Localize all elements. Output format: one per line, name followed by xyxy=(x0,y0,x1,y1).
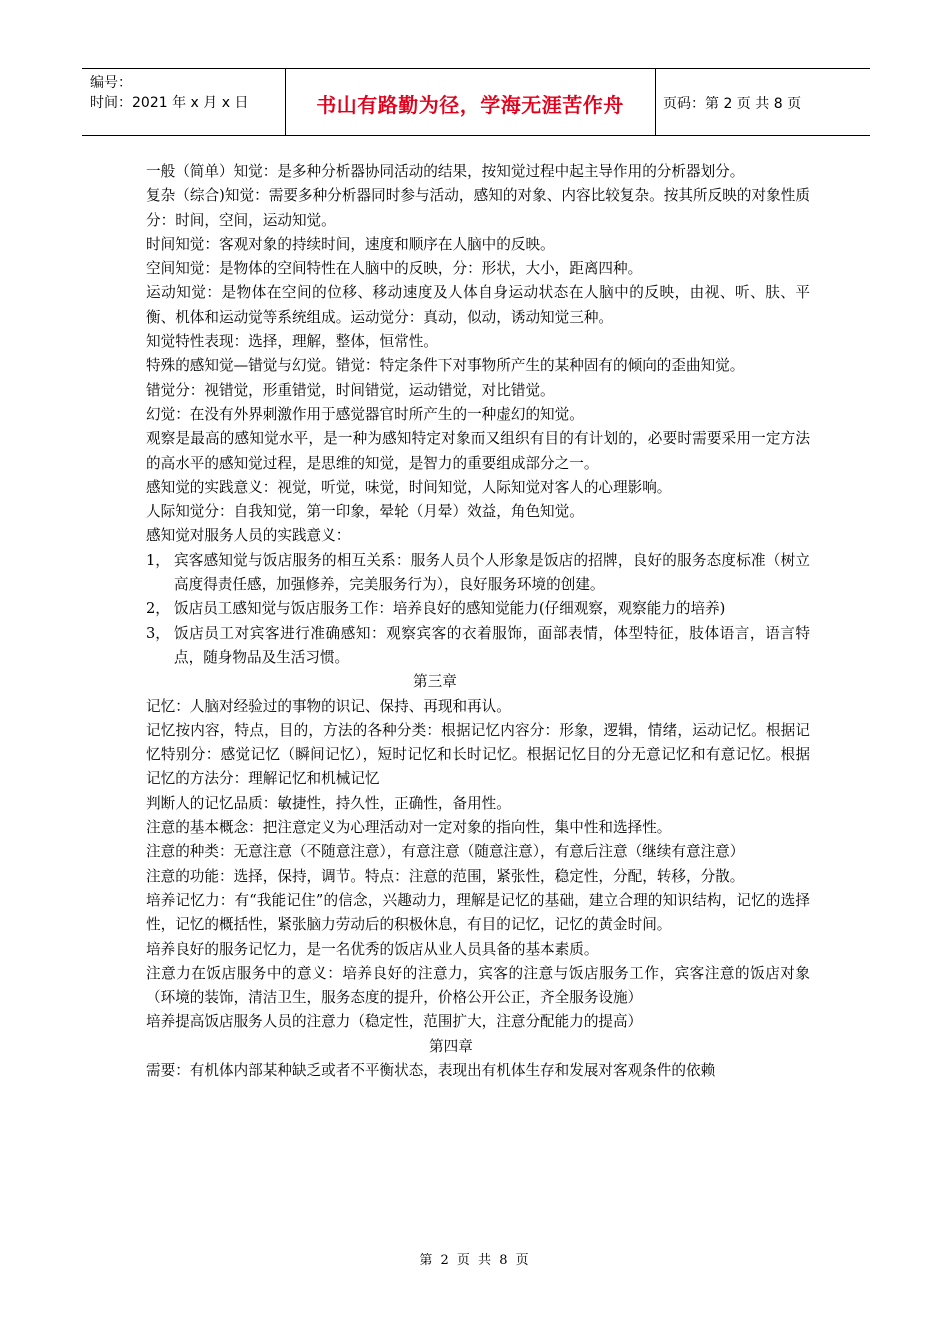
numbered-item xyxy=(146,549,810,598)
item-number: 2， xyxy=(146,600,170,618)
paragraph: 观察是最高的感知觉水平，是一种为感知特定对象而又组织有目的有计划的，必要时需要采用一定方法的高水平的感知觉过程，是思维的知觉，是智力的重要组成部分之一。 xyxy=(146,430,810,472)
item-number: 1， xyxy=(146,551,170,569)
paragraph: 注意的种类：无意注意（不随意注意），有意注意（随意注意），有意后注意（继续有意注意） xyxy=(146,843,745,861)
paragraph: 记忆：人脑对经验过的事物的识记、保持、再现和再认。 xyxy=(146,697,511,715)
paragraph: 培养良好的服务记忆力，是一名优秀的饭店从业人员具备的基本素质。 xyxy=(146,940,599,958)
paragraph: 需要：有机体内部某种缺乏或者不平衡状态，表现出有机体生存和发展对客观条件的依赖 xyxy=(146,1061,716,1079)
numbered-item xyxy=(146,597,810,621)
paragraph: 培养提高饭店服务人员的注意力（稳定性，范围扩大，注意分配能力的提高） xyxy=(146,1013,643,1031)
paragraph: 感知觉的实践意义：视觉，听觉，味觉，时间知觉，人际知觉对客人的心理影响。 xyxy=(146,478,672,496)
header-motto: 书山有路勤为径，学海无涯苦作舟 xyxy=(316,92,624,117)
document-number-label: 编号： xyxy=(90,75,132,91)
paragraph: 人际知觉分：自我知觉，第一印象，晕轮（月晕）效益，角色知觉。 xyxy=(146,503,584,521)
paragraph: 错觉分：视错觉，形重错觉，时间错觉，运动错觉，对比错觉。 xyxy=(146,381,555,399)
paragraph: 记忆按内容，特点，目的，方法的各种分类：根据记忆内容分：形象，逻辑，情绪，运动记忆。根据记忆特别分：感觉记忆（瞬间记忆），短时记忆和长时记忆。根据记忆目的分无意记忆和有意记忆。根据记忆的方法分：理解记忆和机械记忆 xyxy=(146,721,810,788)
header-divider xyxy=(655,69,656,135)
document-date-label: 时间：2021 年 x 月 x 日 xyxy=(90,95,249,111)
paragraph: 培养记忆力：有“我能记住”的信念，兴趣动力，理解是记忆的基础，建立合理的知识结构，记忆的选择性，记忆的概括性，紧张脑力劳动后的积极休息，有目的记忆，记忆的黄金时间。 xyxy=(146,891,810,934)
paragraph: 幻觉：在没有外界刺激作用于感觉器官时所产生的一种虚幻的知觉。 xyxy=(146,405,584,423)
chapter-heading: 第四章 xyxy=(429,1037,473,1055)
paragraph: 注意力在饭店服务中的意义：培养良好的注意力，宾客的注意与饭店服务工作，宾客注意的饭店对象（环境的装饰，清洁卫生，服务态度的提升，价格公开公正，齐全服务设施） xyxy=(146,964,810,1007)
paragraph: 时间知觉：客观对象的持续时间，速度和顺序在人脑中的反映。 xyxy=(146,235,555,253)
item-number: 3， xyxy=(146,624,170,642)
page-footer: 第 2 页 共 8 页 xyxy=(419,1253,531,1268)
document-body xyxy=(146,160,810,1083)
paragraph: 知觉特性表现：选择，理解，整体，恒常性。 xyxy=(146,333,438,351)
numbered-item xyxy=(146,622,810,671)
paragraph: 一般（简单）知觉：是多种分析器协同活动的结果，按知觉过程中起主导作用的分析器划分。 xyxy=(146,163,745,180)
paragraph: 判断人的记忆品质：敏捷性，持久性，正确性，备用性。 xyxy=(146,794,511,812)
header-page-number: 页码：第 2 页 共 8 页 xyxy=(663,96,802,112)
paragraph: 注意的功能：选择，保持，调节。特点：注意的范围，紧张性，稳定性，分配，转移，分散。 xyxy=(146,867,745,885)
page-header xyxy=(82,68,870,136)
paragraph: 特殊的感知觉—错觉与幻觉。错觉：特定条件下对事物所产生的某种固有的倾向的歪曲知觉。 xyxy=(146,357,745,375)
paragraph: 空间知觉：是物体的空间特性在人脑中的反映，分：形状，大小，距离四种。 xyxy=(146,260,643,278)
paragraph: 运动知觉：是物体在空间的位移、移动速度及人体自身运动状态在人脑中的反映，由视、听、肤、平衡、机体和运动觉等系统组成。运动觉分：真动，似动，诱动知觉三种。 xyxy=(146,284,810,326)
paragraph: 注意的基本概念：把注意定义为心理活动对一定对象的指向性，集中性和选择性。 xyxy=(146,819,672,837)
chapter-heading: 第三章 xyxy=(413,673,457,691)
item-text: 饭店员工感知觉与饭店服务工作：培养良好的感知觉能力(仔细观察，观察能力的培养) xyxy=(174,600,726,618)
item-text: 宾客感知觉与饭店服务的相互关系：服务人员个人形象是饭店的招牌，良好的服务态度标准（树立高度得责任感，加强修养，完美服务行为），良好服务环境的创建。 xyxy=(174,551,810,594)
paragraph: 感知觉对服务人员的实践意义： xyxy=(146,527,351,545)
paragraph: 复杂（综合)知觉：需要多种分析器同时参与活动，感知的对象、内容比较复杂。按其所反映的对象性质分：时间，空间，运动知觉。 xyxy=(146,187,810,229)
item-text: 饭店员工对宾客进行准确感知：观察宾客的衣着服饰，面部表情，体型特征，肢体语言，语言特点，随身物品及生活习惯。 xyxy=(174,624,810,666)
header-left-cell xyxy=(90,73,248,113)
